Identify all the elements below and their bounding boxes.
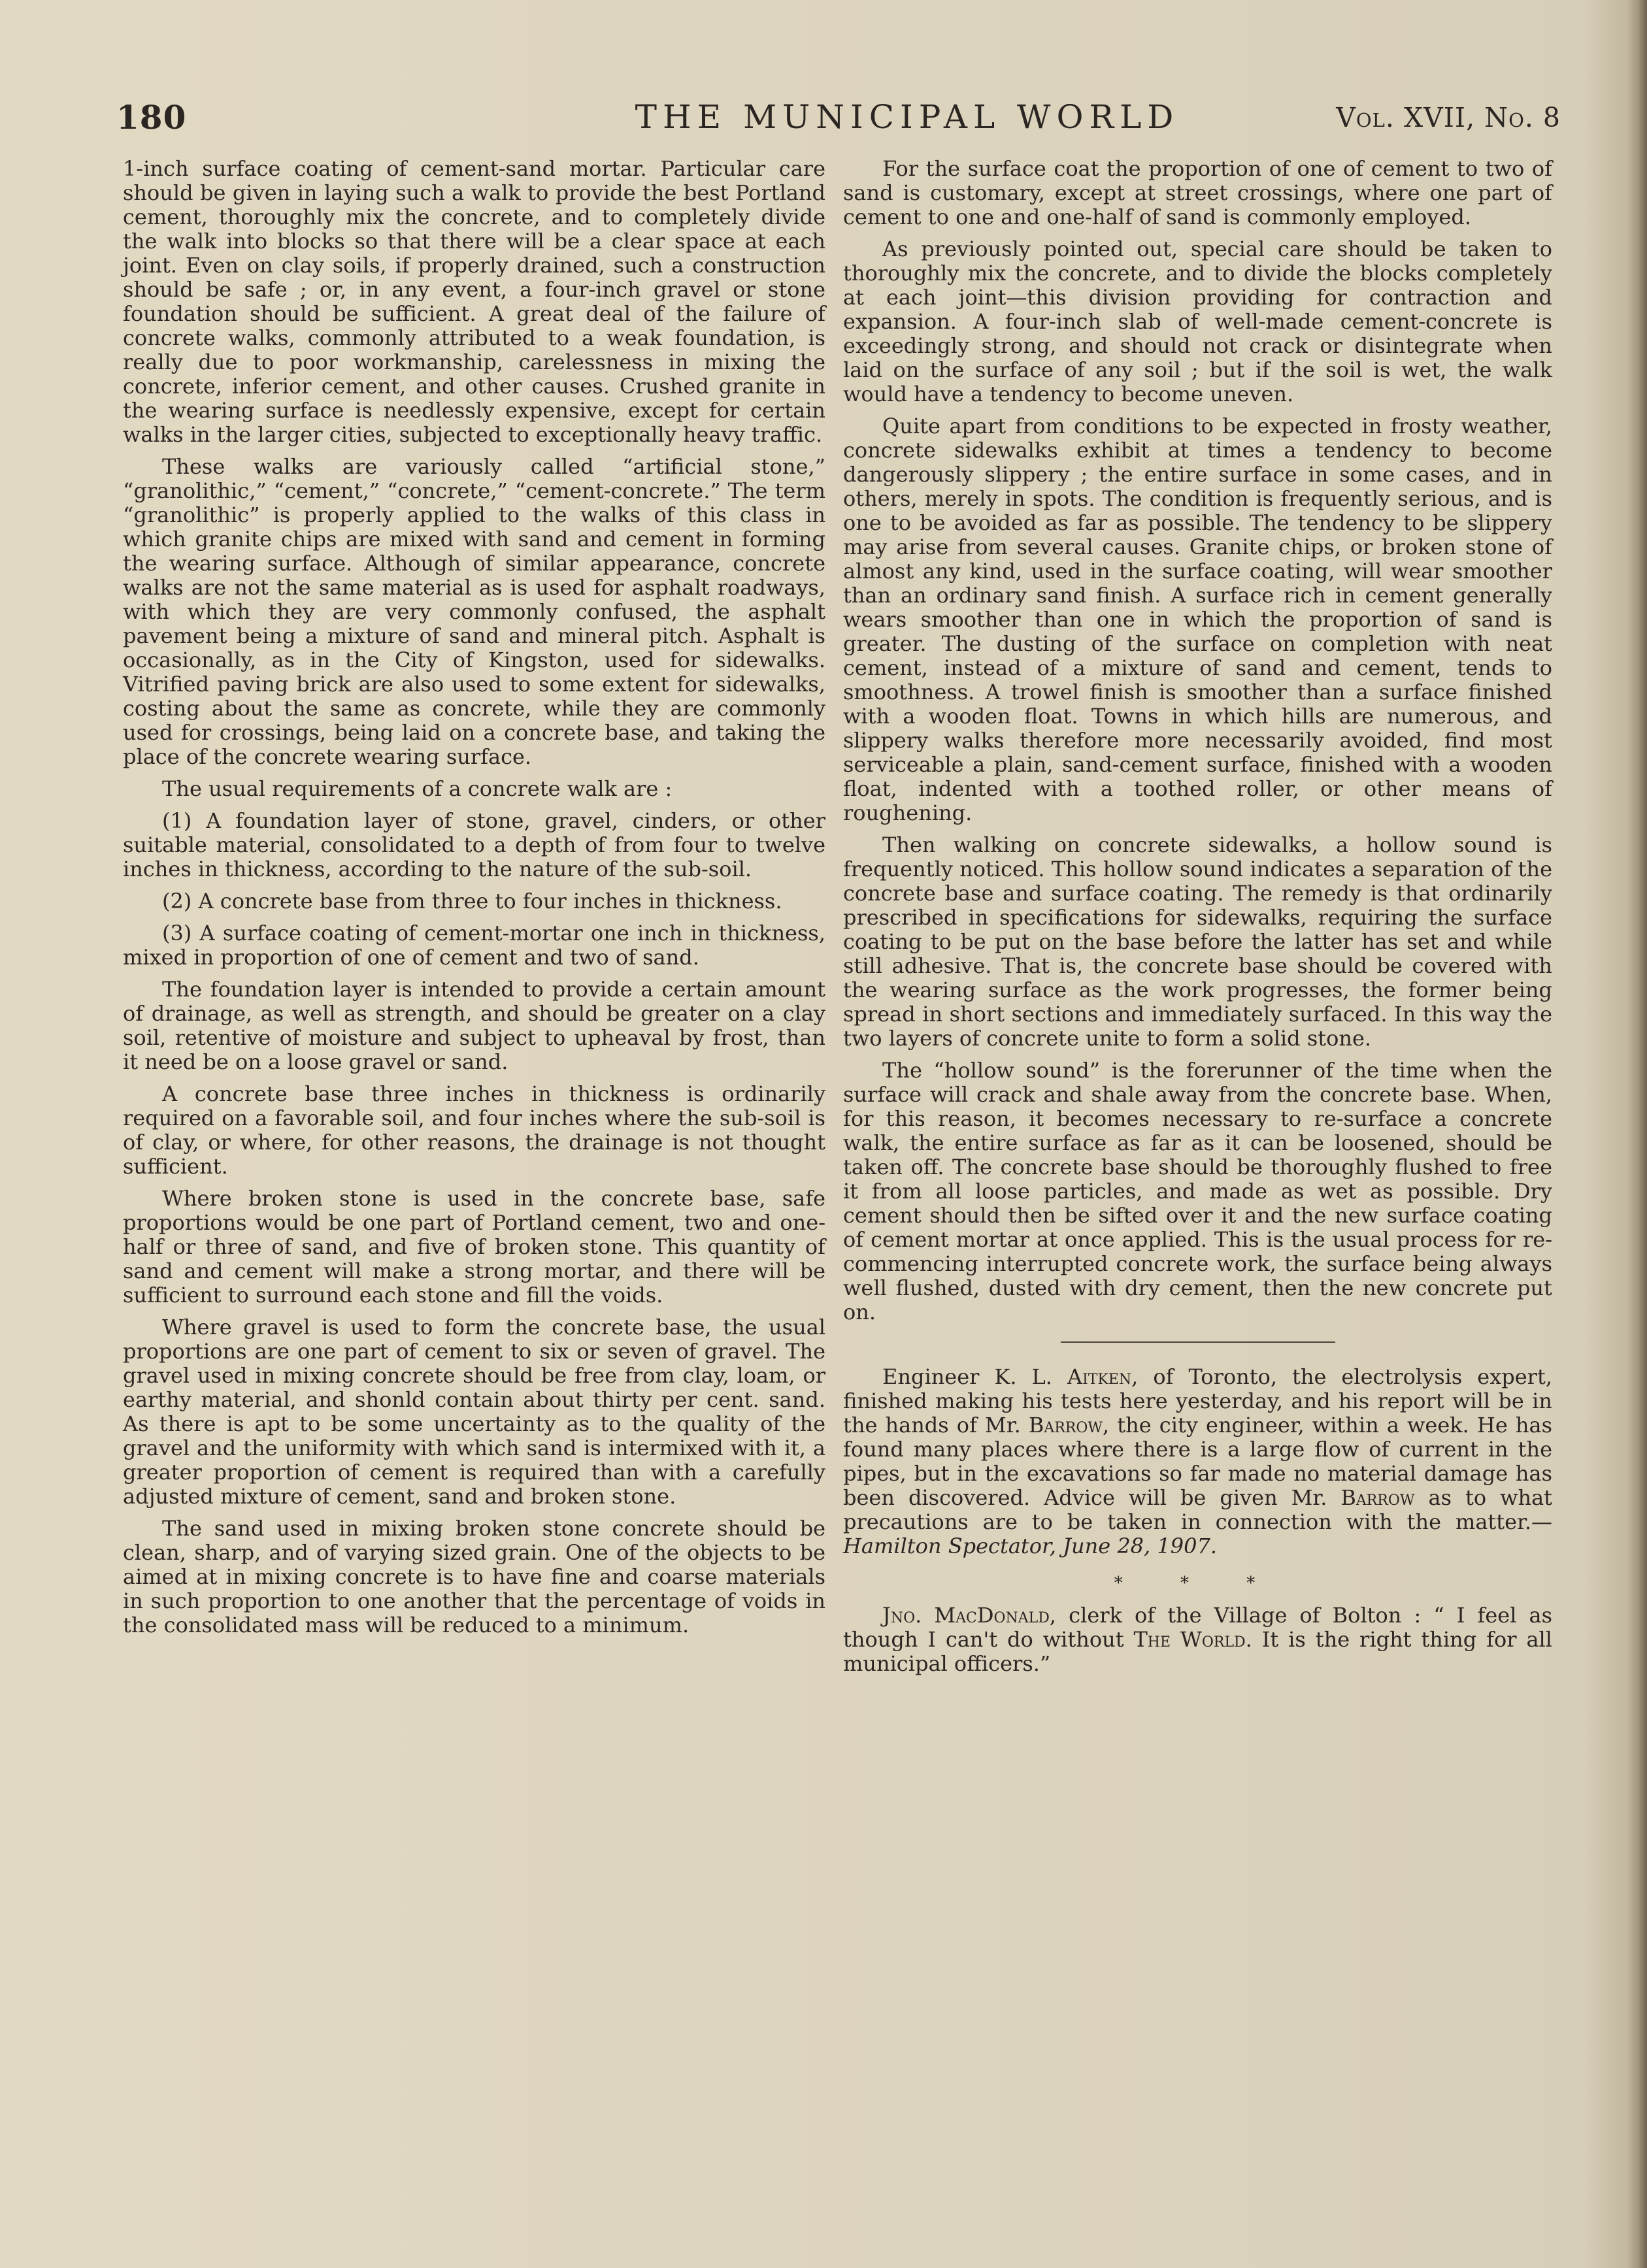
section-divider: [1061, 1341, 1335, 1343]
publication-name: The World: [1133, 1627, 1246, 1652]
paragraph: These walks are variously called “artificial stone,” “granolithic,” “cement,” “concrete,” “cement-concrete.” The term “granolithic” is properly applied to the walks of this class in which granite chips are mixed with sand and cement in forming the wearing surface. Although of similar appearance, concrete walks are not the same material as is used for asphalt roadways, with which they are very commonly confused, the asphalt pavement being a mixture of sand and mineral pitch. Asphalt is occasionally, as in the City of Kingston, used for sidewalks. Vitrified paving brick are also used to some extent for sidewalks, costing about the same as concrete, while they are commonly used for crossings, being laid on a concrete base, and taking the place of the concrete wearing surface.: [123, 454, 825, 769]
paragraph: The “hollow sound” is the forerunner of the time when the surface will crack and shale away from the concrete base. When, for this reason, it becomes necessary to re-surface a concrete walk, the entire surface as far as it can be loosened, should be taken off. The concrete base should be thoroughly flushed to free it from all loose particles, and made as wet as possible. Dry cement should then be sifted over it and the new surface coating of cement mortar at once applied. This is the usual process for re-commencing interrupted concrete work, the surface being always well flushed, dusted with dry cement, then the new concrete put on.: [843, 1058, 1552, 1324]
page-binding-edge: [1625, 0, 1647, 2268]
paragraph: The sand used in mixing broken stone concrete should be clean, sharp, and of varying sized grain. One of the objects to be aimed at in mixing concrete is to have fine and coarse materials in such proportion to one another that the percentage of voids in the consolidated mass will be reduced to a minimum.: [123, 1516, 825, 1637]
source-citation: Hamilton Spectator, June 28, 1907.: [843, 1534, 1217, 1558]
list-item-foundation: (1) A foundation layer of stone, gravel, cinders, or other suitable material, consolidated to a depth of from four to twelve inches in thickness, according to the nature of the sub-soil.: [123, 808, 825, 881]
running-header: [116, 98, 1561, 150]
right-column: [843, 157, 1552, 1684]
person-name: Barrow: [1028, 1413, 1103, 1438]
paragraph: Then walking on concrete sidewalks, a hollow sound is frequently noticed. This hollow sound indicates a separation of the concrete base and surface coating. The remedy is that ordinarily prescribed in specifications for sidewalks, requiring the surface coating to be put on the base before the latter has set and while still adhesive. That is, the concrete base should be covered with the wearing surface as the work progresses, the former being spread in short sections and immediately surfaced. In this way the two layers of concrete unite to form a solid stone.: [843, 832, 1552, 1051]
news-item: Engineer K. L. Aitken, of Toronto, the electrolysis expert, finished making his tests here yesterday, and his report will be in the hands of Mr. Barrow, the city engineer, within a week. He has found many places where there is a large flow of current in the pipes, but in the excavations so far made no material damage has been discovered. Advice will be given Mr. Barrow as to what precautions are to be taken in connection with the matter.—Hamilton Spectator, June 28, 1907.: [843, 1364, 1553, 1558]
paragraph: A concrete base three inches in thickness is ordinarily required on a favorable soil, and four inches where the sub-soil is of clay, or where, for other reasons, the drainage is not thought sufficient.: [123, 1081, 825, 1179]
volume-issue: Vol. XVII, No. 8: [1336, 102, 1561, 133]
list-item-surface: (3) A surface coating of cement-mortar one inch in thickness, mixed in proportion of one of cement and two of sand.: [123, 921, 825, 970]
person-name: Barrow: [1340, 1485, 1415, 1510]
paragraph: Where gravel is used to form the concrete base, the usual proportions are one part of cement to six or seven of gravel. The gravel used in mixing concrete should be free from clay, loam, or earthy material, and shonld contain about thirty per cent. sand. As there is apt to be some uncertainty as to the quality of the gravel and the uniformity with which sand is intermixed with it, a greater proportion of cement is required than with a carefully adjusted mixture of cement, sand and broken stone.: [123, 1315, 825, 1509]
paragraph: Quite apart from conditions to be expected in frosty weather, concrete sidewalks exhibit at times a tendency to become dangerously slippery ; the entire surface in some cases, and in others, merely in spots. The condition is frequently serious, and is one to be avoided as far as possible. The tendency to be slippery may arise from several causes. Granite chips, or broken stone of almost any kind, used in the surface coating, will wear smoother than an ordinary sand finish. A surface rich in cement generally wears smoother than one in which the proportion of sand is greater. The dusting of the surface on completion with neat cement, instead of a mixture of sand and cement, tends to smoothness. A trowel finish is smoother than a surface finished with a wooden float. Towns in which hills are numerous, and slippery walks therefore more necessarily avoided, find most serviceable a plain, sand-cement surface, finished with a wooden float, indented with a toothed roller, or other means of roughening.: [843, 414, 1552, 825]
journal-title: THE MUNICIPAL WORLD: [635, 98, 1180, 136]
paragraph: As previously pointed out, special care should be taken to thoroughly mix the concrete, and to divide the blocks completely at each joint—this division providing for contraction and expansion. A four-inch slab of well-made cement-concrete is exceedingly strong, and should not crack or disintegrate when laid on the surface of any soil ; but if the soil is wet, the walk would have a tendency to become uneven.: [843, 237, 1552, 406]
person-name: Jno. MacDonald: [882, 1603, 1050, 1628]
list-item-base: (2) A concrete base from three to four inches in thickness.: [162, 889, 782, 913]
paragraph: The foundation layer is intended to provide a certain amount of drainage, as well as strength, and should be greater on a clay soil, retentive of moisture and subject to upheaval by frost, than it need be on a loose gravel or sand.: [123, 977, 825, 1074]
left-column: [123, 157, 825, 1645]
paragraph: The usual requirements of a concrete walk are :: [162, 776, 673, 801]
person-name: Aitken: [1067, 1364, 1132, 1389]
separator-stars: * * *: [1114, 1573, 1282, 1593]
paragraph: For the surface coat the proportion of one of cement to two of sand is customary, except at street crossings, where one part of cement to one and one-half of sand is commonly employed.: [843, 156, 1552, 229]
testimonial: Jno. MacDonald, clerk of the Village of Bolton : “ I feel as though I can't do without The World. It is the right thing for all municipal officers.”: [843, 1603, 1552, 1676]
page-number: 180: [116, 98, 187, 137]
paragraph: Where broken stone is used in the concrete base, safe proportions would be one part of Portland cement, two and one-half or three of sand, and five of broken stone. This quantity of sand and cement will make a strong mortar, and there will be sufficient to surround each stone and fill the voids.: [123, 1186, 825, 1307]
paragraph: 1-inch surface coating of cement-sand mortar. Particular care should be given in laying such a walk to provide the best Portland cement, thoroughly mix the concrete, and to completely divide the walk into blocks so that there will be a clear space at each joint. Even on clay soils, if properly drained, such a construction should be safe ; or, in any event, a four-inch gravel or stone foundation should be sufficient. A great deal of the failure of concrete walks, commonly attributed to a weak foundation, is really due to poor workmanship, carelessness in mixing the concrete, inferior cement, and other causes. Crushed granite in the wearing surface is needlessly expensive, except for certain walks in the larger cities, subjected to exceptionally heavy traffic.: [123, 156, 825, 447]
